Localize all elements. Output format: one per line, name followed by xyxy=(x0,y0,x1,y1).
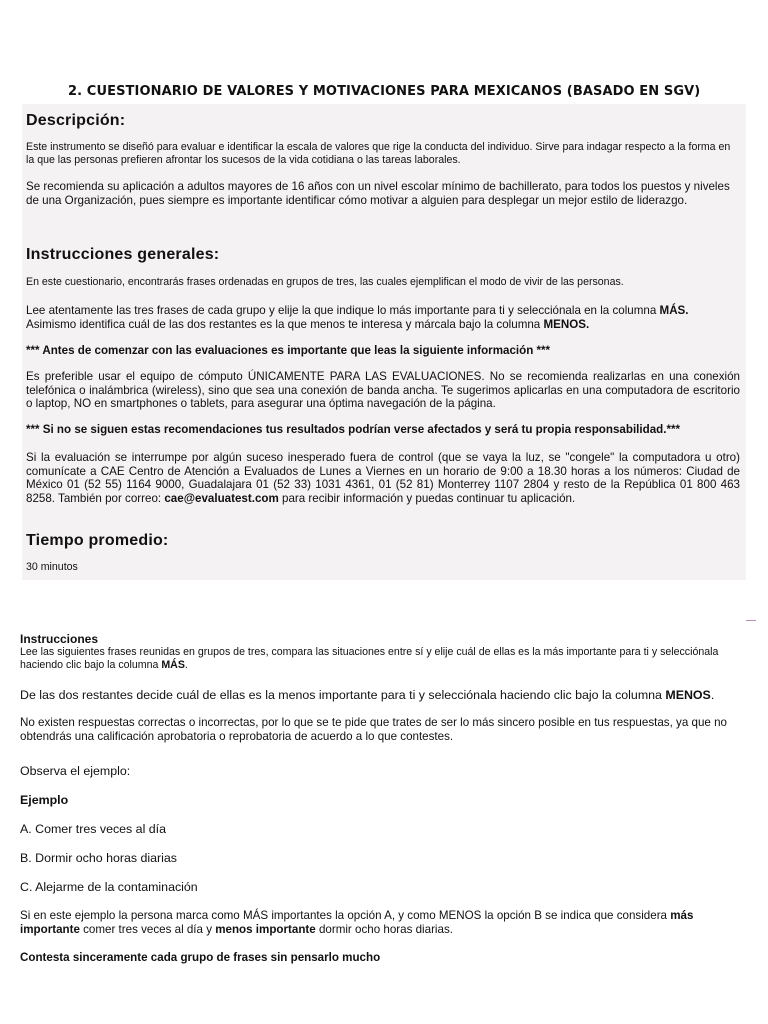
instrucciones-paragraph-2: De las dos restantes decide cuál de ellas es la menos importante para ti y selecciónala haciendo clic bajo la columna MENOS. xyxy=(20,688,715,702)
ejemplo-option-b: B. Dormir ocho horas diarias xyxy=(20,851,178,865)
instrucciones-paragraph-3: No existen respuestas correctas o incorrectas, por lo que se te pide que trates de ser lo más sincero posible en tus respuestas, ya que no obtendrás una calificación aprobatoria o reprobatoria de acuerdo a lo que contestes. xyxy=(20,716,727,743)
information-panel xyxy=(22,104,746,580)
descripcion-heading: Descripción: xyxy=(26,112,126,129)
instrucciones-generales-paragraph-1: En este cuestionario, encontrarás frases ordenadas en grupos de tres, las cuales ejemplifican el modo de vivir de las personas. xyxy=(26,276,624,288)
equipment-recommendation: Es preferible usar el equipo de cómputo ÚNICAMENTE PARA LAS EVALUACIONES. No se recomienda realizarlas en una conexión telefónica o inalámbrica (wireless), sino que sea una conexión de banda ancha. Te sugerimos aplicarlas en una computadora de escritorio o laptop, NO en smartphones o tablets, para asegurar una óptima navegación de la página. xyxy=(26,370,740,410)
instrucciones-generales-paragraph-2: Lee atentamente las tres frases de cada grupo y elije la que indique lo más importante para ti y selecciónala en la columna MÁS. Asimismo identifica cuál de las dos restantes es la que menos te interesa y márcala bajo la columna MENOS. xyxy=(26,304,689,331)
tiempo-promedio-value: 30 minutos xyxy=(26,561,78,573)
descripcion-paragraph-1: Este instrumento se diseñó para evaluar e identificar la escala de valores que rige la conducta del individuo. Sirve para indagar respecto a la forma en la que las personas prefieren afrontar los sucesos de la vida cotidiana o las tareas laborales. xyxy=(26,141,731,166)
responsibility-notice: *** Si no se siguen estas recomendaciones tus resultados podrían verse afectados y será tu propia responsabilidad.*** xyxy=(26,423,680,436)
instrucciones-paragraph-1: Lee las siguientes frases reunidas en grupos de tres, compara las situaciones entre sí y elije cuál de ellas es la más importante para ti y selecciónala haciendo clic bajo la columna MÁS. xyxy=(20,646,719,671)
mas-column-label: MÁS. xyxy=(659,304,689,317)
descripcion-paragraph-2: Se recomienda su aplicación a adultos mayores de 16 años con un nivel escolar mínimo de bachillerato, para todos los puestos y niveles de una Organización, pues siempre es importante identificar cómo motivar a alguien para desplegar un mejor estilo de liderazgo. xyxy=(26,180,730,207)
ejemplo-option-a: A. Comer tres veces al día xyxy=(20,822,166,836)
instrucciones-generales-heading: Instrucciones generales: xyxy=(26,246,220,263)
observa-ejemplo-text: Observa el ejemplo: xyxy=(20,764,131,778)
ejemplo-option-c: C. Alejarme de la contaminación xyxy=(20,880,198,894)
ejemplo-explanation: Si en este ejemplo la persona marca como MÁS importantes la opción A, y como MENOS la opción B se indica que considera más importante comer tres veces al día y menos importante dormir ocho horas diarias. xyxy=(20,909,694,936)
menos-column-label: MENOS. xyxy=(543,317,590,331)
document-title: 2. CUESTIONARIO DE VALORES Y MOTIVACIONES PARA MEXICANOS (BASADO EN SGV) xyxy=(68,84,701,99)
instrucciones-heading: Instrucciones xyxy=(20,632,99,646)
closing-instruction: Contesta sinceramente cada grupo de frases sin pensarlo mucho xyxy=(20,951,381,964)
support-contact-paragraph: Si la evaluación se interrumpe por algún suceso inesperado fuera de control (que se vaya la luz, se "congele" la computadora u otro) comunícate a CAE Centro de Atención a Evaluados de Lunes a Viernes en un horario de 9:00 a 18.30 horas a los números: Ciudad de México 01 (52 55) 1164 9000, Guadalajara 01 (52 33) 1031 4361, 01 (52 81) Monterrey 1107 2804 y resto de la República 01 800 463 8258. También por correo: cae@evaluatest.com para recibir información y puedas continuar tu aplicación. xyxy=(26,451,740,505)
tiempo-promedio-heading: Tiempo promedio: xyxy=(26,532,169,549)
support-email-link[interactable]: cae@evaluatest.com xyxy=(164,491,279,505)
notice-before-start: *** Antes de comenzar con las evaluaciones es importante que leas la siguiente información *** xyxy=(26,344,551,357)
ejemplo-heading: Ejemplo xyxy=(20,793,69,807)
